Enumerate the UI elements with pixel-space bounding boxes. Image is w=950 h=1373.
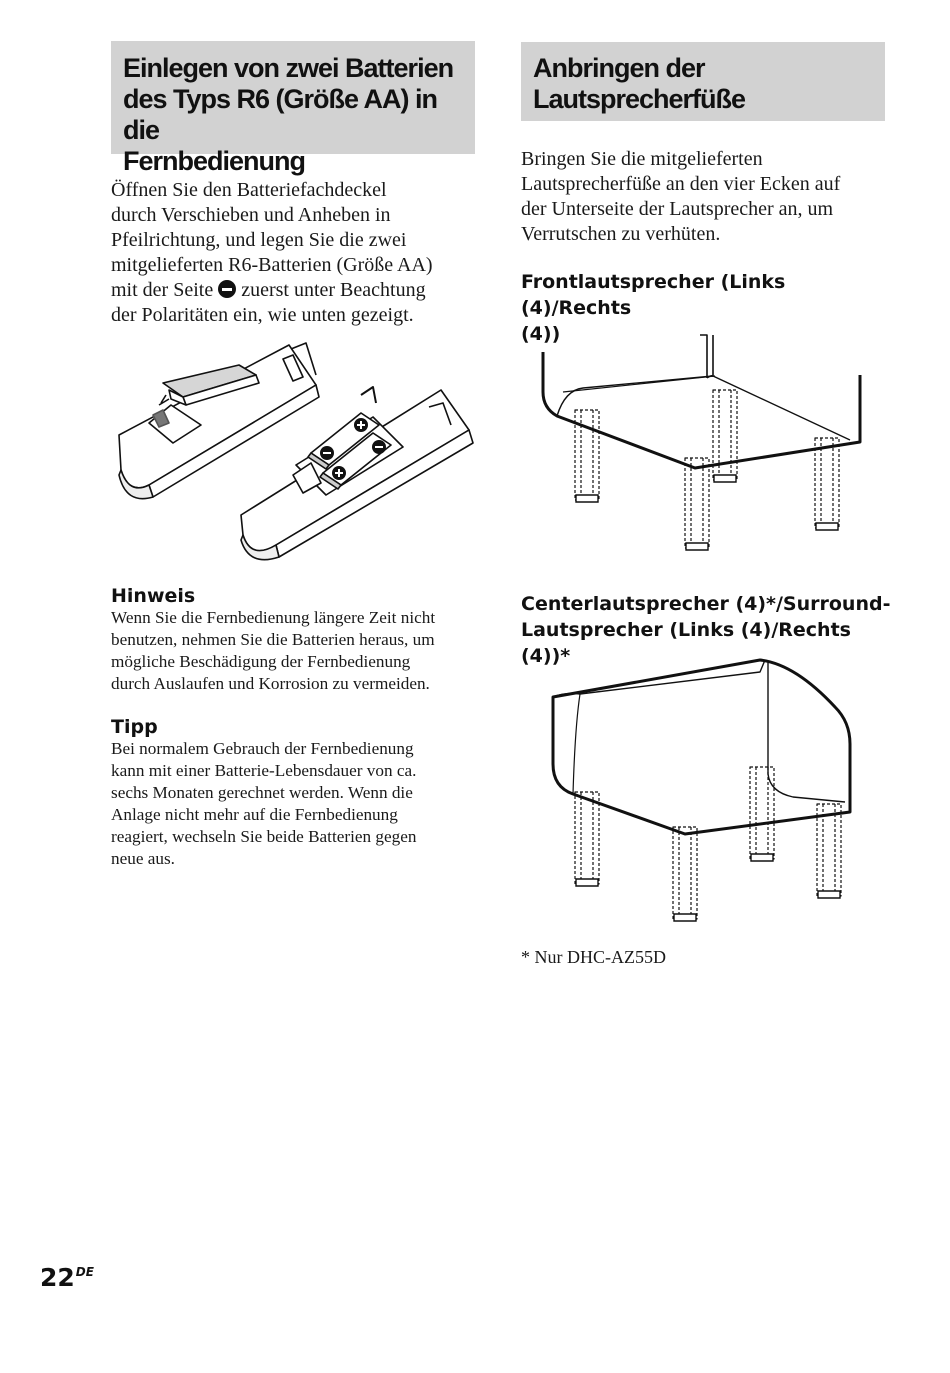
tipp-line: neue aus. [111,849,175,868]
center-speaker-foot [673,827,697,919]
front-title-line-2: (4)) [521,323,561,345]
tipp-line: Bei normalem Gebrauch der Fernbedienung [111,739,414,758]
left-intro-line-2: durch Verschieben und Anheben in [111,204,391,226]
center-speaker-foot [817,804,841,896]
front-title-line-1: Frontlautsprecher (Links (4)/Rechts [521,271,786,319]
hinweis-line: benutzen, nehmen Sie die Batterien heraus, um [111,630,435,649]
right-intro-paragraph [521,147,885,247]
hinweis-paragraph [111,607,481,695]
center-speaker-body [553,660,850,834]
right-heading-line-2: Lautsprecherfüße [533,84,746,114]
left-heading-line-3: Fernbedienung [123,146,305,176]
right-intro-line-1: Bringen Sie die mitgelieferten [521,148,763,170]
right-intro-line-2: Lautsprecherfüße an den vier Ecken auf [521,173,841,195]
hinweis-title: Hinweis [111,585,196,607]
tipp-line: reagiert, wechseln Sie beide Batterien gegen [111,827,417,846]
minus-polarity-icon [218,280,236,298]
left-heading-line-1: Einlegen von zwei Batterien [123,53,454,83]
tipp-paragraph [111,738,481,870]
tipp-line: kann mit einer Batterie-Lebensdauer von ca. [111,761,417,780]
front-speaker-illustration [535,330,870,555]
page-number [40,1263,94,1292]
remote-control-1 [119,343,319,499]
hinweis-line: Wenn Sie die Fernbedienung längere Zeit nicht [111,608,436,627]
center-title-line-2: Lautsprecher (Links (4)/Rechts (4))* [521,619,851,667]
page-number-suffix: DE [75,1265,94,1279]
right-section-heading [521,42,885,121]
speaker-foot [685,458,709,548]
tipp-line: sechs Monaten gerechnet werden. Wenn die [111,783,413,802]
tipp-line: Anlage nicht mehr auf die Fernbedienung [111,805,398,824]
left-intro-line-5b: zuerst unter Beachtung [241,279,426,301]
center-speaker-illustration [545,652,865,927]
left-intro-paragraph [111,178,475,328]
page-number-value: 22 [40,1263,75,1292]
right-intro-line-3: der Unterseite der Lautsprecher an, um [521,198,834,220]
speaker-foot [713,390,737,480]
hinweis-line: mögliche Beschädigung der Fernbedienung [111,652,411,671]
left-intro-line-5a: mit der Seite [111,279,214,301]
right-heading-line-1: Anbringen der [533,53,705,83]
hinweis-line: durch Auslaufen und Korrosion zu vermeiden. [111,674,430,693]
footnote: * Nur DHC-AZ55D [521,947,666,967]
left-intro-line-4: mitgelieferten R6-Batterien (Größe AA) [111,254,433,276]
left-heading-line-2: des Typs R6 (Größe AA) in die [123,84,438,145]
left-intro-line-3: Pfeilrichtung, und legen Sie die zwei [111,229,407,251]
right-intro-line-4: Verrutschen zu verhüten. [521,223,721,245]
left-intro-line-6: der Polaritäten ein, wie unten gezeigt. [111,304,414,326]
center-speaker-foot [575,792,599,884]
left-section-heading [111,41,475,176]
remote-battery-illustration [111,335,479,565]
left-intro-line-1: Öffnen Sie den Batteriefachdeckel [111,179,387,201]
speaker-foot [815,438,839,528]
tipp-title: Tipp [111,716,158,738]
left-intro-line-5 [111,278,475,303]
center-title-line-1: Centerlautsprecher (4)*/Surround- [521,593,891,615]
